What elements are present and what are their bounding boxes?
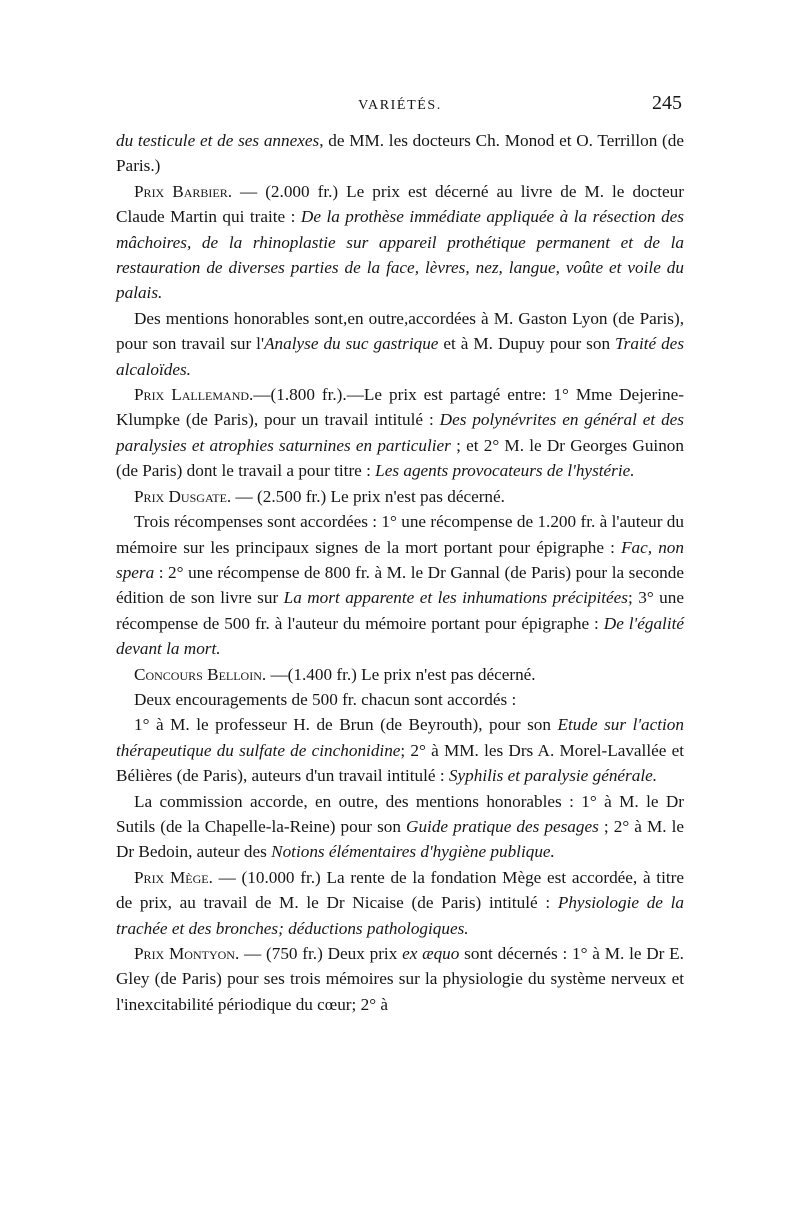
document-page xyxy=(116,92,684,1192)
paragraph xyxy=(116,484,684,509)
text-run: — (10.000 fr.) La rente de la fondation Mège est accordée, à titre de prix, au travail de M. le Dr Nicaise (de Paris) intitulé : xyxy=(116,867,684,913)
text-run: — (2.000 fr.) Le prix est décerné au livre de M. le docteur Claude Martin qui traite : xyxy=(116,181,684,227)
running-title: VARIÉTÉS. xyxy=(358,98,442,113)
work-title: du testicule et de ses annexes xyxy=(116,131,320,150)
work-title: Les agents provocateurs de l'hystérie. xyxy=(375,461,635,481)
work-title: De la prothèse immédiate appliquée à la résection des mâchoires, de la rhinoplastie sur appareil prothétique permanent et de la restauration de diverses parties de la face, lèvres, nez, langue, voûte et voile du palais. xyxy=(116,207,684,303)
work-title: La mort apparente et les inhumations précipitées xyxy=(283,588,628,608)
work-title: Fac, non spera xyxy=(116,537,684,582)
paragraph xyxy=(116,865,684,941)
paragraph xyxy=(116,662,684,687)
text-run: ; et 2° M. le Dr Georges Guinon (de Paris) dont le travail a pour titre : xyxy=(116,435,684,481)
text-run: sont décernés : 1° à M. le Dr E. Gley (de Paris) pour ses trois mémoires sur la physiologie du système nerveux et l'inexcitabilité périodique du cœur; 2° à xyxy=(116,944,684,1014)
work-title: Notions élémentaires d'hygiène publique. xyxy=(271,842,555,862)
text-run: , de MM. les docteurs Ch. Monod et O. Terrillon (de Paris.) xyxy=(116,131,684,176)
text-run: et à M. Dupuy pour son xyxy=(438,334,616,354)
work-title: Des polynévrites en général et des paralysies et atrophies saturnines en particulier xyxy=(116,410,684,455)
work-title: Etude sur l'action thérapeutique du sulfate de cinchonidine xyxy=(116,715,684,760)
paragraph xyxy=(116,789,684,865)
paragraph xyxy=(116,128,684,179)
text-run: 1° à M. le professeur H. de Brun (de Beyrouth), pour son xyxy=(134,715,558,735)
page-number: 245 xyxy=(652,92,682,114)
work-title: Traité des alcaloïdes. xyxy=(116,334,685,379)
prize-heading: Prix Montyon. xyxy=(134,944,240,963)
paragraph xyxy=(116,712,684,788)
prize-heading: Prix Dusgate. xyxy=(134,486,232,506)
work-title: De l'égalité devant la mort. xyxy=(116,613,684,659)
running-head xyxy=(116,92,684,128)
work-title: Physiologie de la trachée et des bronches; déductions pathologiques. xyxy=(116,893,684,938)
text-run: —(1.400 fr.) Le prix n'est pas décerné. xyxy=(266,664,536,684)
work-title: Guide pratique des pesages xyxy=(406,816,599,836)
prize-heading: Prix Mège. xyxy=(134,867,213,887)
paragraph xyxy=(116,382,684,484)
text-run: Deux encouragements de 500 fr. chacun sont accordés : xyxy=(134,689,517,709)
text-run: La commission accorde, en outre, des mentions honorables : 1° à M. le Dr Sutils (de la Chapelle-la-Reine) pour son xyxy=(116,791,684,836)
prize-heading: Prix Barbier. xyxy=(134,181,232,201)
paragraph xyxy=(116,941,684,1017)
prize-heading: Prix Lallemand. xyxy=(134,385,254,405)
text-run: : 2° une récompense de 800 fr. à M. le Dr Gannal (de Paris) pour la seconde édition de son livre sur xyxy=(116,562,684,608)
paragraph xyxy=(116,306,684,382)
text-run: ; 2° à M. le Dr Bedoin, auteur des xyxy=(116,816,685,862)
text-run: — (750 fr.) Deux prix xyxy=(239,944,403,963)
body-text xyxy=(116,128,684,1017)
work-title: ex æquo xyxy=(402,944,460,963)
paragraph xyxy=(116,509,684,661)
prize-heading: Concours Belloin. xyxy=(134,664,267,684)
text-run: Des mentions honorables sont,en outre,accordées à M. Gaston Lyon (de Paris), pour son travail sur l' xyxy=(116,308,684,354)
text-run: — (2.500 fr.) Le prix n'est pas décerné. xyxy=(231,486,505,506)
paragraph xyxy=(116,687,684,712)
work-title: Syphilis et paralysie générale. xyxy=(448,766,658,786)
work-title: Analyse du suc gastrique xyxy=(264,334,439,354)
text-run: ; 2° à MM. les Drs A. Morel-Lavallée et Bélières (de Paris), auteurs d'un travail intitulé : xyxy=(116,740,684,786)
text-run: Trois récompenses sont accordées : 1° une récompense de 1.200 fr. à l'auteur du mémoire sur les principaux signes de la mort portant pour épigraphe : xyxy=(116,512,684,557)
paragraph xyxy=(116,179,684,306)
text-run: ; 3° une récompense de 500 fr. à l'auteur du mémoire portant pour épigraphe : xyxy=(116,588,684,633)
text-run: —(1.800 fr.).—Le prix est partagé entre: 1° Mme Dejerine-Klumpke (de Paris), pour un travail intitulé : xyxy=(116,385,684,430)
